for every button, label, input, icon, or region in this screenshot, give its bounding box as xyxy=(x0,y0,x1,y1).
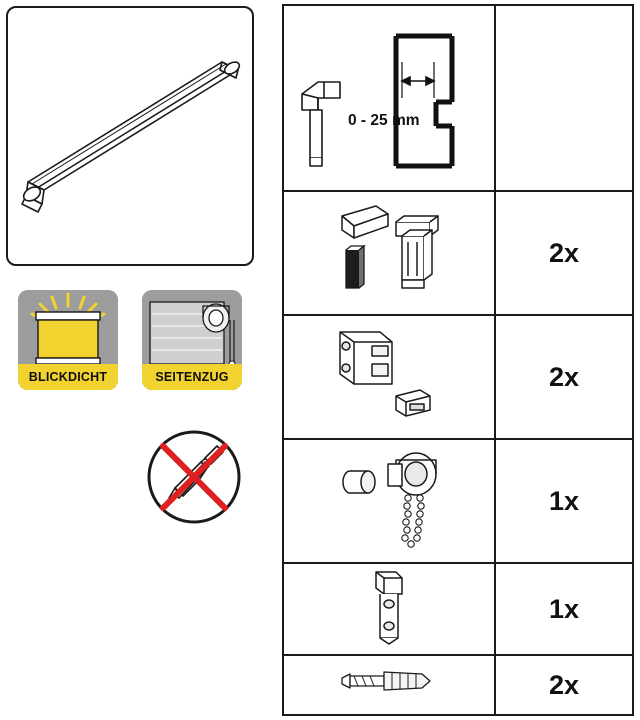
parts-cell-art-chain-holder xyxy=(284,564,496,654)
no-drilling-notice xyxy=(145,428,243,526)
chain-mechanism-and-end-cap xyxy=(284,440,494,562)
parts-qty-chain-holder: 1x xyxy=(548,593,580,624)
wall-bracket-and-clip xyxy=(284,316,494,438)
parts-row-frame-depth xyxy=(284,6,632,192)
parts-row-chain-holder xyxy=(284,564,632,656)
no-drilling-tools-icon xyxy=(145,428,243,526)
roller-blind-top-rail-illustration xyxy=(8,8,252,264)
parts-cell-art-screw-plug xyxy=(284,656,496,714)
parts-cell-art-clamp-support xyxy=(284,192,496,314)
clamp-bracket-and-window-frame-profile xyxy=(284,6,494,190)
feature-badge-blackout-label: BLICKDICHT xyxy=(18,364,118,390)
parts-cell-art-frame-depth xyxy=(284,6,496,190)
parts-row-clamp-support xyxy=(284,192,632,316)
feature-badge-sidechain xyxy=(142,290,242,390)
parts-row-screw-plug xyxy=(284,656,632,714)
parts-list-table xyxy=(282,4,634,716)
parts-qty-clamp-support: 2x xyxy=(548,237,580,268)
parts-cell-art-chain-mechanism xyxy=(284,440,496,562)
feature-badge-sidechain-label: SEITENZUG xyxy=(142,364,242,390)
chain-safety-holder xyxy=(284,564,494,654)
feature-badge-blackout xyxy=(18,290,118,390)
screw-and-wall-plug xyxy=(284,656,494,712)
product-illustration-panel xyxy=(6,6,254,266)
parts-qty-chain-mechanism: 1x xyxy=(548,485,580,516)
parts-row-wall-bracket xyxy=(284,316,632,440)
frame-depth-dimension-label: 0 - 25 mm xyxy=(348,112,420,129)
clamp-support-and-adapter xyxy=(284,192,494,314)
feature-badges xyxy=(18,290,252,396)
parts-row-chain-mechanism xyxy=(284,440,632,564)
parts-cell-art-wall-bracket xyxy=(284,316,496,438)
parts-qty-frame-depth xyxy=(496,6,632,190)
parts-qty-wall-bracket: 2x xyxy=(548,361,580,392)
parts-qty-screw-plug: 2x xyxy=(548,669,580,700)
